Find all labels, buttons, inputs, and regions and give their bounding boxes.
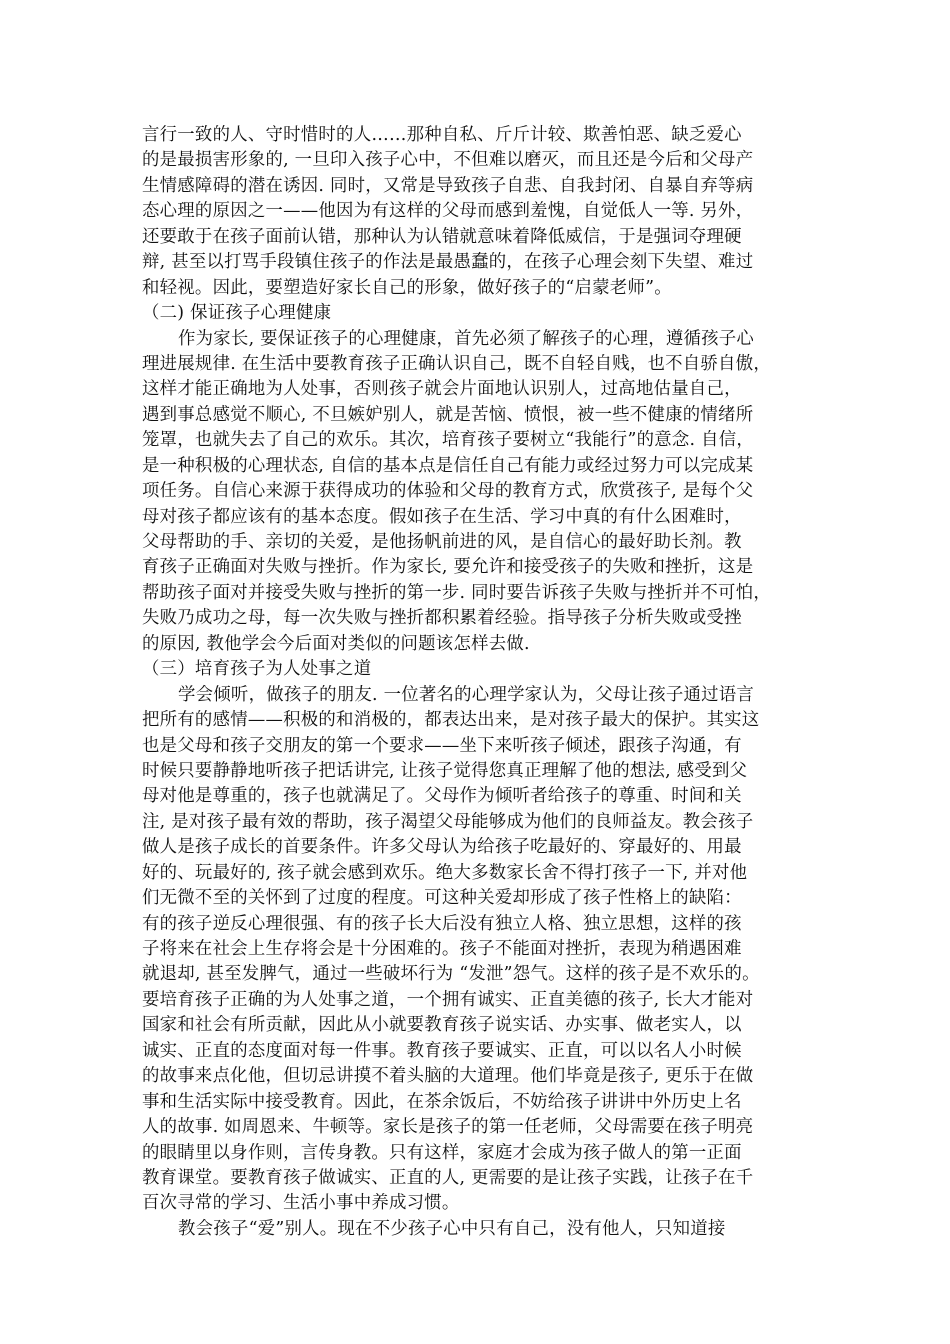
text-line: 母对他是尊重的，孩子也就满足了。父母作为倾听者给孩子的尊重、时间和关: [142, 786, 742, 807]
text-line: 把所有的感情——积极的和消极的，都表达出来，是对孩子最大的保护。其实这: [142, 710, 760, 731]
section-heading: （三）培育孩子为人处事之道: [142, 659, 372, 680]
text-line: 的是最损害形象的, 一旦印入孩子心中，不但难以磨灭，而且还是今后和父母产: [142, 150, 754, 171]
text-line: 百次寻常的学习、生活小事中养成习惯。: [142, 1193, 460, 1214]
text-line: 项任务。自信心来源于获得成功的体验和父母的教育方式，欣赏孩子, 是每个父: [142, 481, 754, 502]
text-line: 做人是孩子成长的首要条件。许多父母认为给孩子吃最好的、穿最好的、用最: [142, 837, 742, 858]
text-line: 帮助孩子面对并接受失败与挫折的第一步. 同时要告诉孩子失败与挫折并不可怕，: [142, 582, 771, 603]
text-line: 也是父母和孩子交朋友的第一个要求——坐下来听孩子倾述，跟孩子沟通，有: [142, 735, 742, 756]
text-line: 人的故事. 如周恩来、牛顿等。家长是孩子的第一任老师，父母需要在孩子明亮: [142, 1117, 754, 1138]
text-line: 育孩子正确面对失败与挫折。作为家长, 要允许和接受孩子的失败和挫折，这是: [142, 557, 754, 578]
text-line: 教育课堂。要教育孩子做诚实、正直的人, 更需要的是让孩子实践，让孩子在千: [142, 1167, 754, 1188]
text-line: 母对孩子都应该有的基本态度。假如孩子在生活、学习中真的有什么困难时，: [142, 506, 742, 527]
text-line: 和轻视。因此，要塑造好家长自己的形象，做好孩子的“启蒙老师”。: [142, 277, 672, 298]
text-line: 作为家长, 要保证孩子的心理健康，首先必须了解孩子的心理，遵循孩子心: [178, 328, 755, 349]
text-line: 的原因, 教他学会今后面对类似的问题该怎样去做.: [142, 633, 530, 654]
text-line: 要培育孩子正确的为人处事之道，一个拥有诚实、正直美德的孩子, 长大才能对: [142, 989, 754, 1010]
text-line: 注, 是对孩子最有效的帮助，孩子渴望父母能够成为他们的良师益友。教会孩子: [142, 811, 754, 832]
text-line: 事和生活实际中接受教育。因此，在茶余饭后，不妨给孩子讲讲中外历史上名: [142, 1091, 742, 1112]
text-line: 是一种积极的心理状态, 自信的基本点是信任自己有能力或经过努力可以完成某: [142, 455, 754, 476]
text-line: 理进展规律. 在生活中要教育孩子正确认识自己，既不自轻自贱，也不自骄自傲，: [142, 353, 771, 374]
text-line: 遇到事总感觉不顺心, 不旦嫉妒别人，就是苦恼、愤恨，被一些不健康的情绪所: [142, 404, 754, 425]
text-line: 学会倾听，做孩子的朋友. 一位著名的心理学家认为，父母让孩子通过语言: [178, 684, 755, 705]
text-line: 还要敢于在孩子面前认错，那种认为认错就意味着降低威信，于是强词夺理硬: [142, 226, 742, 247]
text-line: 时候只要静静地听孩子把话讲完, 让孩子觉得您真正理解了他的想法, 感受到父: [142, 760, 748, 781]
text-line: 辩, 甚至以打骂手段镇住孩子的作法是最愚蠢的，在孩子心理会刻下失望、难过: [142, 252, 754, 273]
text-line: 教会孩子“爱”别人。现在不少孩子心中只有自己，没有他人，只知道接: [178, 1218, 726, 1239]
text-line: 父母帮助的手、亲切的关爱，是他扬帆前进的风，是自信心的最好助长剂。教: [142, 532, 742, 552]
text-line: 们无微不至的关怀到了过度的程度。可这种关爱却形成了孩子性格上的缺陷：: [142, 888, 742, 909]
text-line: 子将来在社会上生存将会是十分困难的。孩子不能面对挫折，表现为稍遇困难: [142, 939, 742, 959]
text-line: 国家和社会有所贡献，因此从小就要教育孩子说实话、办实事、做老实人，以: [142, 1015, 742, 1036]
text-line: 笼罩，也就失去了自己的欢乐。其次，培育孩子要树立“我能行”的意念. 自信，: [142, 430, 754, 451]
text-line: 态心理的原因之一——他因为有这样的父母而感到羞愧，自觉低人一等. 另外，: [142, 201, 754, 222]
text-line: 好的、玩最好的, 孩子就会感到欢乐。绝大多数家长舍不得打孩子一下, 并对他: [142, 862, 748, 883]
text-line: 有的孩子逆反心理很强、有的孩子长大后没有独立人格、独立思想，这样的孩: [142, 913, 742, 934]
section-heading: （二) 保证孩子心理健康: [142, 303, 332, 324]
text-line: 的眼睛里以身作则，言传身教。只有这样，家庭才会成为孩子做人的第一正面: [142, 1142, 742, 1163]
text-line: 诚实、正直的态度面对每一件事。教育孩子要诚实、正直，可以以名人小时候: [142, 1040, 742, 1061]
text-line: 生情感障碍的潜在诱因. 同时，又常是导致孩子自悲、自我封闭、自暴自弃等病: [142, 175, 754, 196]
text-line: 的故事来点化他，但切忌讲摸不着头脑的大道理。他们毕竟是孩子, 更乐于在做: [142, 1066, 754, 1087]
text-line: 就退却, 甚至发脾气，通过一些破坏行为 “发泄”怨气。这样的孩子是不欢乐的。: [142, 964, 760, 985]
document-body: [142, 123, 808, 1242]
text-line: 这样才能正确地为人处事，否则孩子就会片面地认识别人，过高地估量自己，: [142, 379, 742, 400]
text-line: 失败乃成功之母，每一次失败与挫折都积累着经验。指导孩子分析失败或受挫: [142, 608, 742, 629]
text-line: 言行一致的人、守时惜时的人……那种自私、斤斤计较、欺善怕恶、缺乏爱心: [142, 125, 742, 145]
